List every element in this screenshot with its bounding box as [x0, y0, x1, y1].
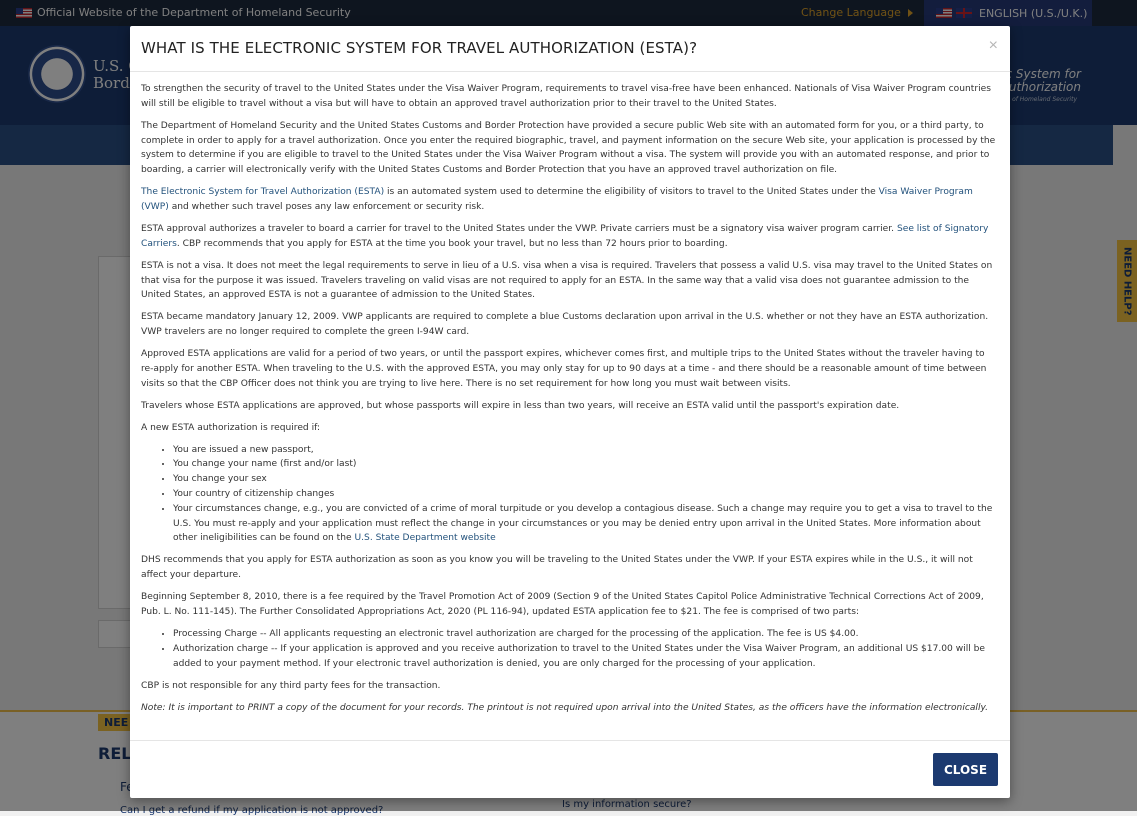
text-segment: ESTA is not a visa. It does not meet the legal requirements to serve in lieu of a U.S. visa when a visa is required. Travelers that possess a valid U.S. visa may travel to the United States on that visa for the purpose it was issued. Travelers traveling on valid visas are not required to apply for an ESTA. In the same way that a valid visa does not guarantee admission to the United States, an approved ESTA is not a guarantee of admission to the United States. — [141, 260, 993, 301]
list-item — [173, 642, 997, 672]
text-segment: The Department of Homeland Security and the United States Customs and Border Protection have provided a secure public Web site with an automated form for you, or a third party, to complete in order to apply for a travel authorization. Once you enter the required biographic, travel, and payment information on the secure Web site, your application is processed by the system to determine if you are eligible to travel to the United States under the Visa Waiver Program without a visa. The system will provide you with an automated response, and prior to boarding, a carrier will electronically verify with the United States Customs and Border Protection that you have an approved travel authorization on file. — [141, 120, 996, 176]
modal-footer — [130, 740, 1010, 798]
list-item — [173, 502, 997, 546]
text-segment: Processing Charge -- All applicants requesting an electronic travel authorization are charged for the processing of the application. The fee is US $4.00. — [173, 628, 859, 639]
close-icon[interactable]: × — [988, 37, 998, 54]
print-note — [141, 701, 997, 716]
text-segment: You are issued a new passport, — [173, 444, 314, 455]
text-segment: is an automated system used to determine the eligibility of visitors to travel to the United States under the — [384, 187, 879, 198]
paragraph — [141, 185, 997, 215]
text-segment: ESTA became mandatory January 12, 2009. VWP applicants are required to complete a blue Customs declaration upon arrival in the U.S. whether or not they have an ESTA authorization. VWP travelers are no longer required to complete the green I-94W card. — [141, 312, 989, 338]
text-segment: Note: It is important to PRINT a copy of the document for your records. The printout is not required upon arrival into the United States, as the officers have the information electronically. — [141, 702, 989, 713]
list-item — [173, 627, 997, 642]
text-segment: You change your name (first and/or last) — [173, 459, 357, 470]
modal-header — [130, 26, 1010, 72]
list-item — [173, 472, 997, 487]
text-segment: You change your sex — [173, 474, 267, 485]
text-segment: ESTA approval authorizes a traveler to board a carrier for travel to the United States under the VWP. Private carriers must be a signatory visa waiver program carrier. — [141, 223, 897, 234]
inline-link[interactable]: U.S. State Department website — [354, 533, 496, 544]
text-segment: Approved ESTA applications are valid for a period of two years, or until the passport expires, whichever comes first, and multiple trips to the United States without the traveler having to re-apply for another ESTA. When traveling to the U.S. with the approved ESTA, you may only stay for up to 90 days at a time - and there should be a reasonable amount of time between visits so that the CBP Officer does not think you are trying to live here. There is no set requirement for how long you must wait between visits. — [141, 349, 987, 389]
list-item — [173, 457, 997, 472]
inline-link[interactable]: See list of Signatory Carriers — [141, 223, 989, 249]
paragraph — [141, 82, 997, 112]
bullet-list — [141, 443, 997, 547]
text-segment: Travelers whose ESTA applications are approved, but whose passports will expire in less than two years, will receive an ESTA valid until the passport's expiration date. — [141, 400, 900, 411]
text-segment: Your country of citizenship changes — [173, 489, 335, 500]
bullet-list — [141, 627, 997, 671]
paragraph — [141, 399, 997, 414]
esta-info-modal — [130, 26, 1010, 798]
paragraph — [141, 421, 997, 436]
paragraph — [141, 553, 997, 583]
list-item — [173, 487, 997, 502]
modal-title: WHAT IS THE ELECTRONIC SYSTEM FOR TRAVEL AUTHORIZATION (ESTA)? — [141, 39, 698, 57]
text-segment: Beginning September 8, 2010, there is a fee required by the Travel Promotion Act of 2009 (Section 9 of the United States Capitol Police Administrative Technical Corrections Act of 2009, Pub. L. No. 111-145). The Further Consolidated Appropriations Act, 2020 (PL 116-94), updated ESTA application fee to $21. The fee is comprised of two parts: — [141, 592, 984, 617]
text-segment: CBP is not responsible for any third party fees for the transaction. — [141, 680, 441, 691]
paragraph — [141, 259, 997, 303]
inline-link[interactable]: The Electronic System for Travel Authorization (ESTA) — [141, 187, 385, 198]
paragraph — [141, 679, 997, 694]
text-segment: A new ESTA authorization is required if: — [141, 422, 321, 433]
modal-body — [141, 82, 997, 740]
paragraph — [141, 310, 997, 340]
paragraph — [141, 590, 997, 620]
paragraph — [141, 119, 997, 178]
text-segment: . CBP recommends that you apply for ESTA at the time you book your travel, but no less than 72 hours prior to boarding. — [176, 238, 728, 249]
close-button[interactable]: CLOSE — [933, 753, 998, 786]
text-segment: Authorization charge -- If your application is approved and you receive authorization to travel to the United States under the Visa Waiver Program, an additional US $17.00 will be added to your payment method. If your electronic travel authorization is denied, you are only charged for the processing of your application. — [173, 643, 986, 669]
text-segment: Your circumstances change, e.g., you are convicted of a crime of moral turpitude or you develop a contagious disease. Such a change may require you to get a visa to travel to the U.S. You must re-apply and your application must reflect the change in your circumstances or you may be denied entry upon arrival in the United States. More information about other ineligibilities can be found on the — [173, 503, 993, 544]
text-segment: and whether such travel poses any law enforcement or security risk. — [168, 201, 485, 212]
inline-link[interactable]: Visa Waiver Program (VWP) — [141, 187, 973, 212]
paragraph — [141, 347, 997, 391]
text-segment: To strengthen the security of travel to the United States under the Visa Waiver Program, requirements to travel visa-free have been enhanced. Nationals of Visa Waiver Program countries will still be eligible to travel without a visa but will have to obtain an approved travel authorization prior to their travel to the United States. — [141, 84, 991, 109]
list-item — [173, 443, 997, 458]
paragraph — [141, 222, 997, 252]
text-segment: DHS recommends that you apply for ESTA authorization as soon as you know you will be traveling to the United States under the VWP. If your ESTA expires while in the U.S., it will not affect your departure. — [141, 555, 973, 581]
